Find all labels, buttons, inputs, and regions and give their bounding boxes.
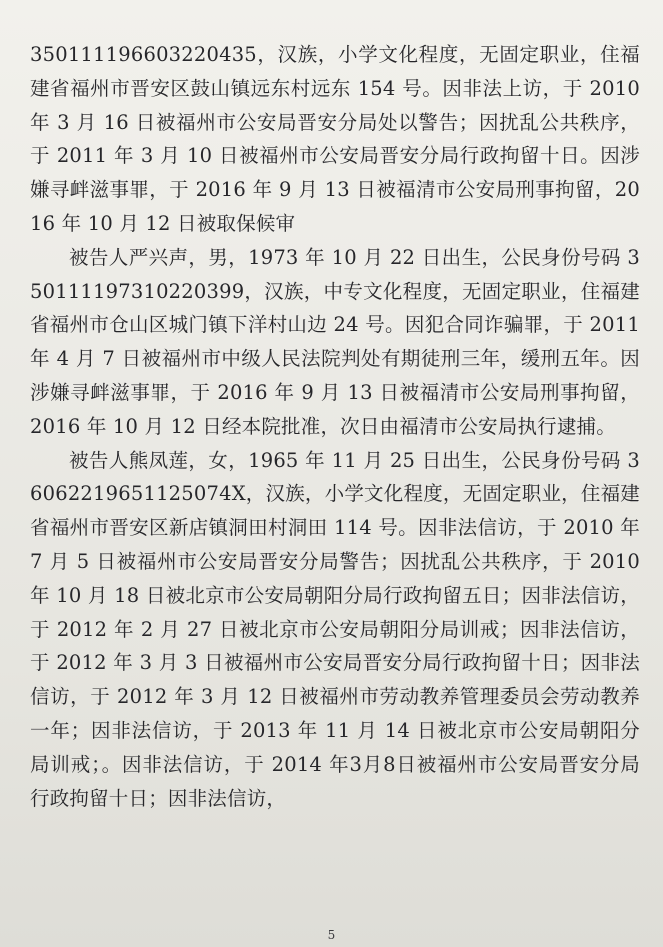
page-number: 5	[327, 928, 336, 942]
paragraph-defendant-yan-xingsheng: 被告人严兴声，男，1973 年 10 月 22 日出生，公民身份号码 350111197310220399，汉族，中专文化程度，无固定职业，住福建省福州市仓山区城门镇下洋村山边 24 号。因犯合同诈骗罪，于 2011 年 4 月 7 日被福州市中级人民法院判处有期徒刑三年，缓刑五年。因涉嫌寻衅滋事罪，于 2016 年 9 月 13 日被福清市公安局刑事拘留，2016 年 10 月 12 日经本院批准，次日由福清市公安局执行逮捕。	[30, 245, 640, 438]
document-body	[30, 38, 640, 815]
paragraph-defendant-xiong-fenglian: 被告人熊凤莲，女，1965 年 11 月 25 日出生，公民身份号码 36062219651125074X，汉族，小学文化程度，无固定职业，住福建省福州市晋安区新店镇洞田村洞田 114 号。因非法信访，于 2010 年 7 月 5 日被福州市公安局晋安分局警告；因扰乱公共秩序，于 2010 年 10 月 18 日被北京市公安局朝阳分局行政拘留五日；因非法信访，于 2012 年 2 月 27 日被北京市公安局朝阳分局训戒；因非法信访，于 2012 年 3 月 3 日被福州市公安局晋安分局行政拘留十日；因非法信访，于 2012 年 3 月 12 日被福州市劳动教养管理委员会劳动教养一年；因非法信访，于 2013 年 11 月 14 日被北京市公安局朝阳分局训戒；。因非法信访，于 2014 年3月8日被福州市公安局晋安分局行政拘留十日；因非法信访，	[30, 448, 640, 810]
paragraph-continuation: 350111196603220435，汉族，小学文化程度，无固定职业，住福建省福州市晋安区鼓山镇远东村远东 154 号。因非法上访，于 2010 年 3 月 16 日被福州市公安局晋安分局处以警告；因扰乱公共秩序，于 2011 年 3 月 10 日被福州市公安局晋安分局行政拘留十日。因涉嫌寻衅滋事罪，于 2016 年 9 月 13 日被福清市公安局刑事拘留，2016 年 10 月 12 日被取保候审	[30, 43, 640, 235]
